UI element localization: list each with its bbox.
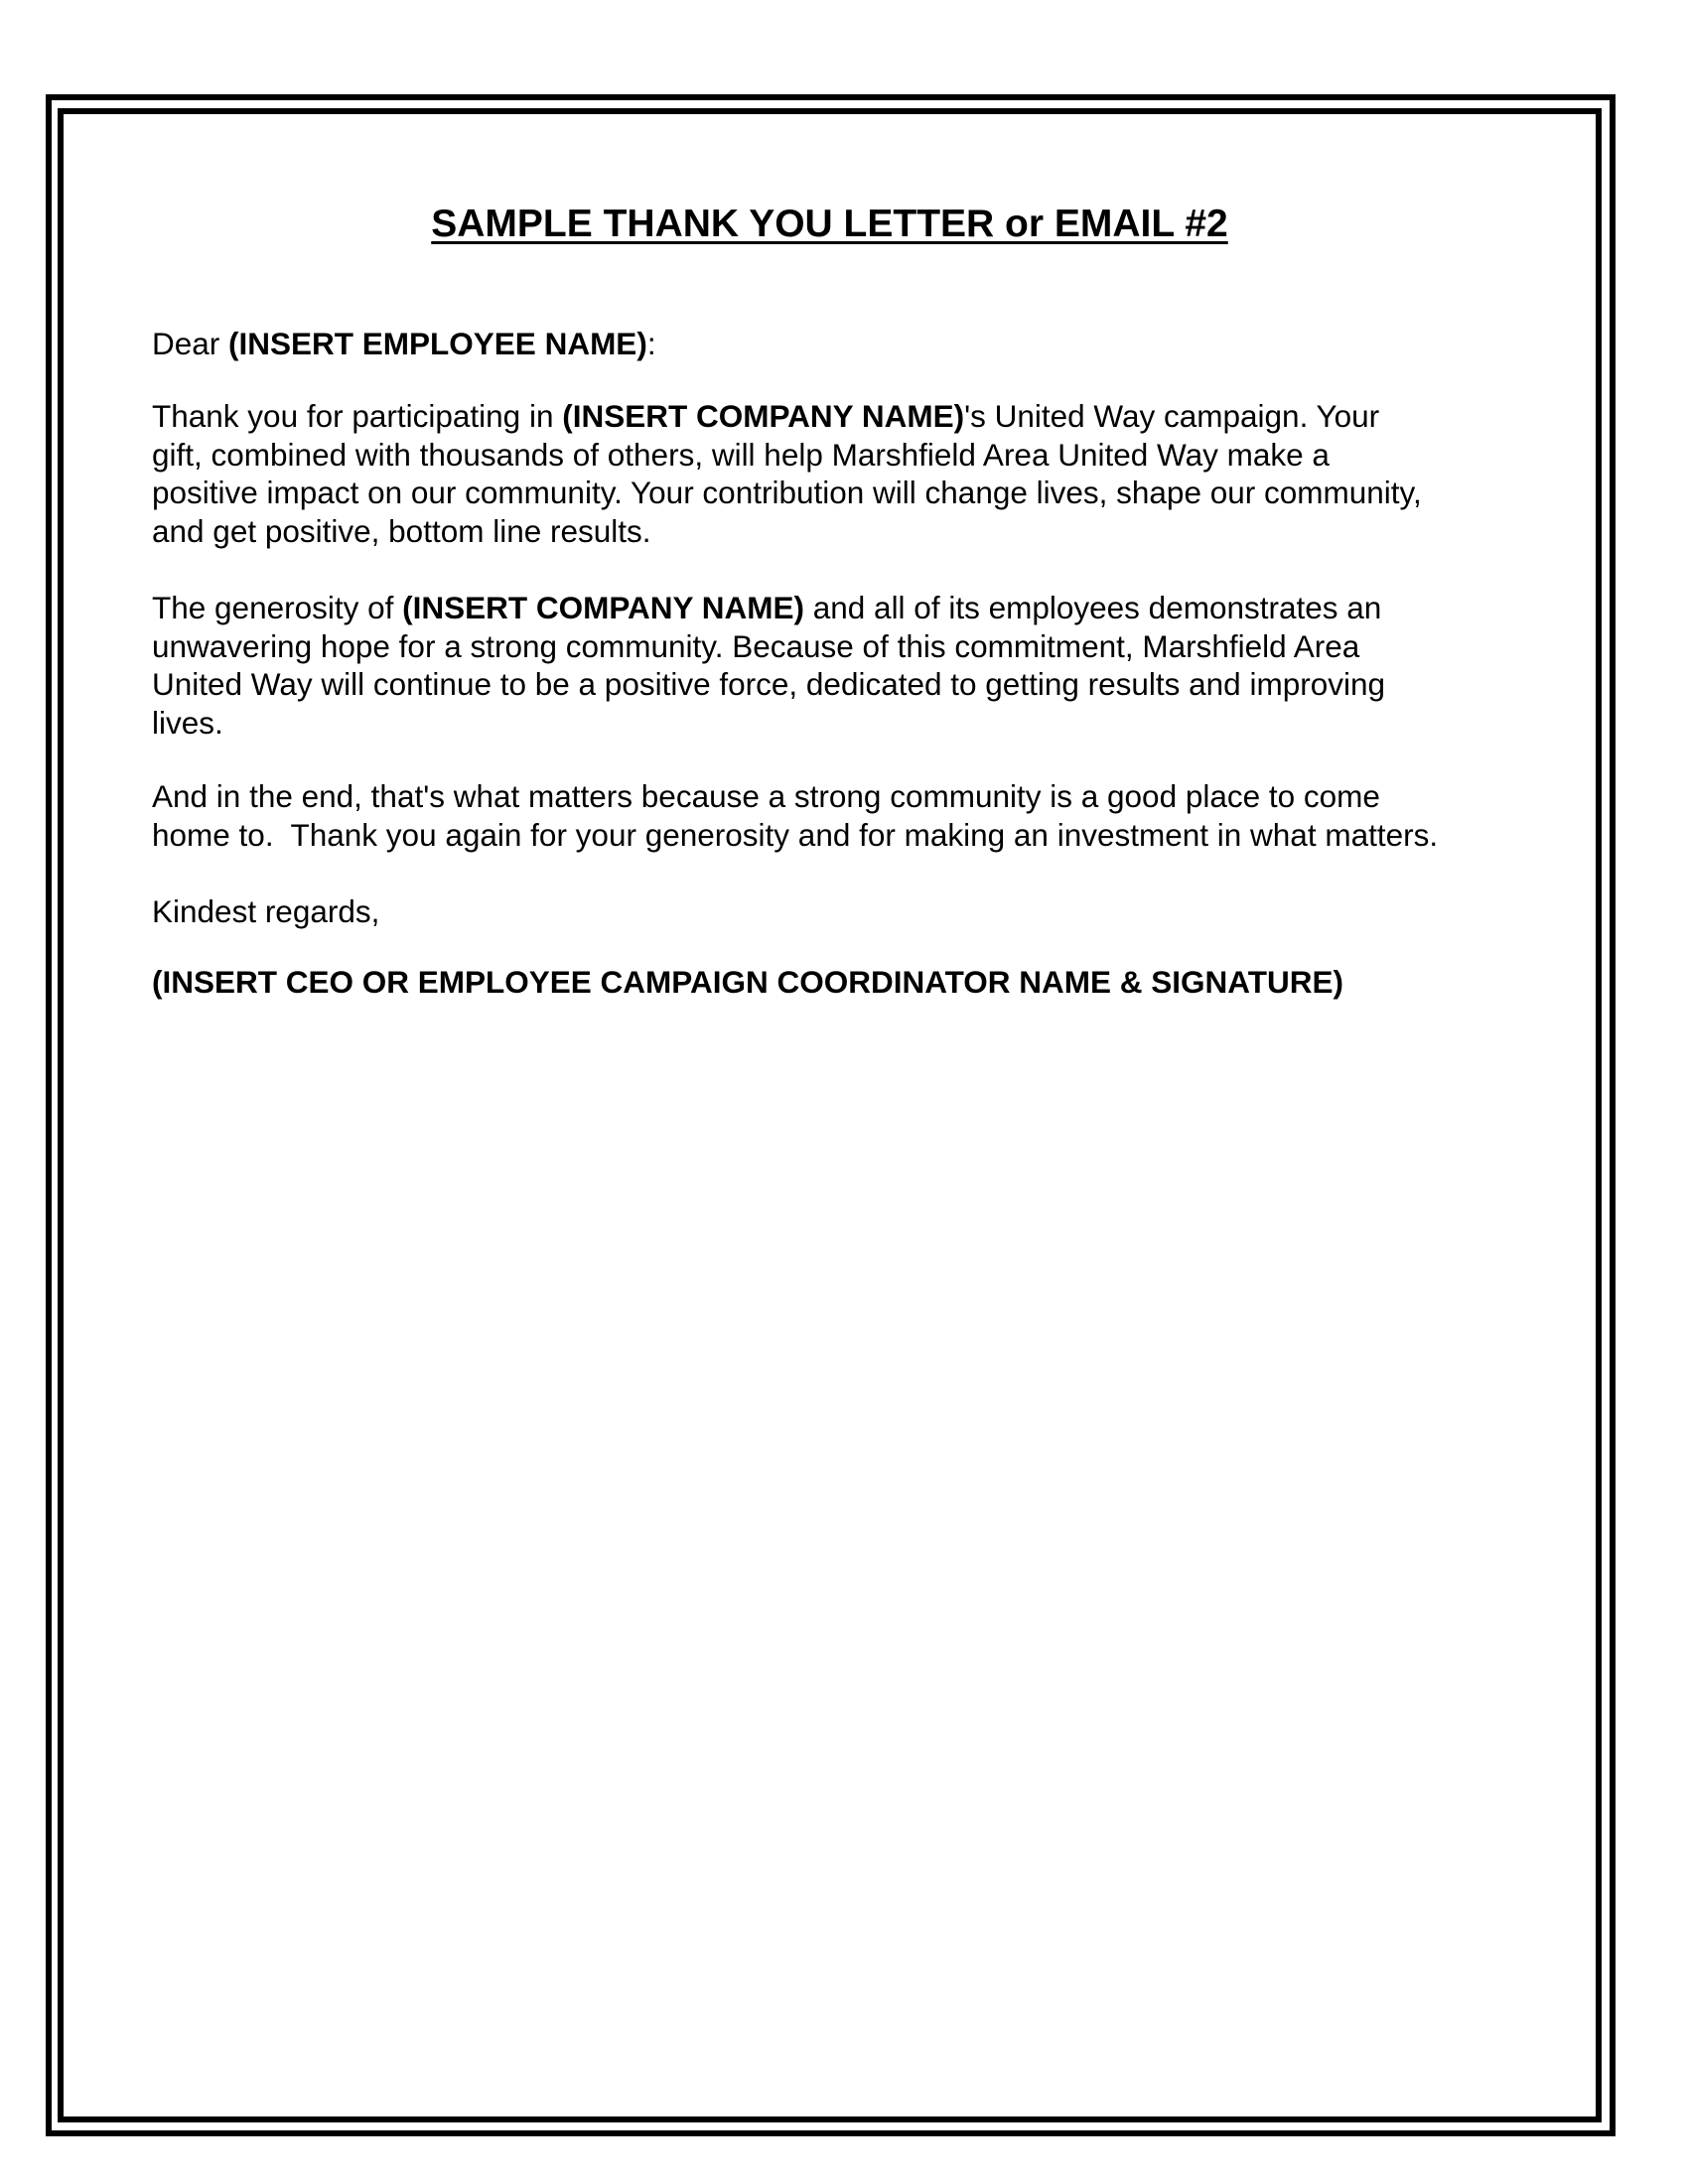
line-text: The generosity of <box>152 590 403 625</box>
company-name-placeholder: (INSERT COMPANY NAME) <box>562 398 965 434</box>
paragraph-line: positive impact on our community. Your contribution will change lives, shape our community, <box>152 475 1422 511</box>
line-text: 's United Way campaign. Your <box>964 398 1380 434</box>
employee-name-placeholder: (INSERT EMPLOYEE NAME) <box>228 326 647 361</box>
paragraph-line: and get positive, bottom line results. <box>152 513 651 550</box>
paragraph-line: home to. Thank you again for your generosity and for making an investment in what matters. <box>152 816 1439 853</box>
paragraph-thank-you <box>152 397 1422 551</box>
salutation-suffix: : <box>646 326 656 361</box>
paragraph-generosity <box>152 589 1385 743</box>
salutation <box>152 325 656 363</box>
paragraph-line <box>152 589 1385 627</box>
salutation-prefix: Dear <box>152 326 229 361</box>
paragraph-line: lives. <box>152 705 223 742</box>
paragraph-what-matters <box>152 777 1438 854</box>
company-name-placeholder: (INSERT COMPANY NAME) <box>402 590 804 625</box>
paragraph-line <box>152 397 1422 436</box>
closing: Kindest regards, <box>152 893 380 929</box>
paragraph-line: gift, combined with thousands of others, will help Marshfield Area United Way make a <box>152 436 1330 473</box>
signature-placeholder: (INSERT CEO OR EMPLOYEE CAMPAIGN COORDINATOR NAME & SIGNATURE) <box>152 964 1343 1000</box>
document-title: SAMPLE THANK YOU LETTER or EMAIL #2 <box>431 203 1228 245</box>
paragraph-line: And in the end, that's what matters because a strong community is a good place to come <box>152 778 1380 814</box>
line-text: and all of its employees demonstrates an <box>803 590 1382 625</box>
line-text: Thank you for participating in <box>152 398 563 434</box>
paragraph-line: United Way will continue to be a positive force, dedicated to getting results and improving <box>152 666 1386 703</box>
paragraph-line: unwavering hope for a strong community. Because of this commitment, Marshfield Area <box>152 627 1360 664</box>
